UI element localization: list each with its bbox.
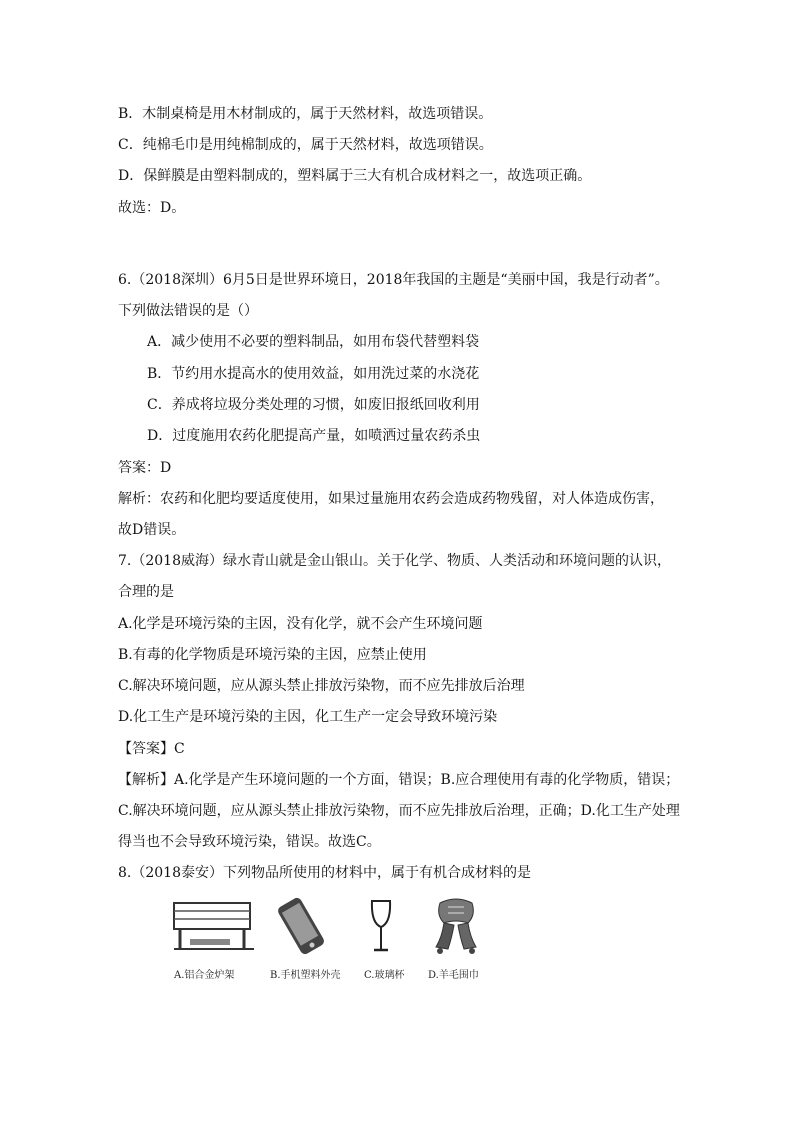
prev-option-b: B．木制桌椅是用木材制成的，属于天然材料，故选项错误。 <box>118 106 493 122</box>
figure-a-caption: A.铝合金炉架 <box>174 970 235 981</box>
q7-analysis-line-1: 【解析】A.化学是产生环境问题的一个方面，错误；B.应合理使用有毒的化学物质，错误； <box>118 772 680 788</box>
q6-option-a: A．减少使用不必要的塑料制品，如用布袋代替塑料袋 <box>147 334 480 350</box>
wine-glass-icon <box>366 893 396 959</box>
q7-stem-line-1: 7.（2018威海）绿水青山就是金山银山。关于化学、物质、人类活动和环境问题的认识， <box>118 553 671 569</box>
rack-icon <box>170 893 260 959</box>
q6-option-b: B．节约用水提高水的使用效益，如用洗过菜的水浇花 <box>147 366 480 382</box>
q8-stem: 8.（2018泰安）下列物品所使用的材料中，属于有机合成材料的是 <box>118 865 531 881</box>
figure-b <box>270 893 341 981</box>
phone-icon <box>276 893 326 959</box>
q6-analysis-line-1: 解析：农药和化肥均要适度使用，如果过量施用农药会造成药物残留，对人体造成伤害， <box>118 491 664 507</box>
prev-choice: 故选：D。 <box>118 200 186 216</box>
q6-stem-line-1: 6.（2018深圳）6月5日是世界环境日，2018年我国的主题是“美丽中国，我是行动者”。 <box>118 272 669 288</box>
figure-c-caption: C.玻璃杯 <box>364 970 405 981</box>
q6-analysis-line-2: 故D错误。 <box>118 522 186 538</box>
q6-option-d: D．过度施用农药化肥提高产量，如喷洒过量农药杀虫 <box>147 428 481 444</box>
prev-option-d: D．保鲜膜是由塑料制成的，塑料属于三大有机合成材料之一，故选项正确。 <box>118 168 592 184</box>
figure-c <box>364 893 405 981</box>
q7-option-b: B.有毒的化学物质是环境污染的主因，应禁止使用 <box>118 647 427 663</box>
q6-answer: 答案：D <box>118 460 172 476</box>
q7-stem-line-2: 合理的是 <box>118 584 174 600</box>
q7-option-c: C.解决环境问题，应从源头禁止排放污染物，而不应先排放后治理 <box>118 678 525 694</box>
scarf-icon <box>426 893 486 959</box>
q6-option-c: C．养成将垃圾分类处理的习惯，如废旧报纸回收利用 <box>147 397 480 413</box>
figure-d <box>426 893 486 981</box>
figure-a <box>170 893 260 981</box>
q7-option-a: A.化学是环境污染的主因，没有化学，就不会产生环境问题 <box>118 616 483 632</box>
prev-option-c: C．纯棉毛巾是用纯棉制成的，属于天然材料，故选项错误。 <box>118 137 493 153</box>
figure-d-caption: D.羊毛围巾 <box>428 970 479 981</box>
q8-figure-strip <box>170 893 510 985</box>
q7-analysis-line-3: 得当也不会导致环境污染，错误。故选C。 <box>118 834 381 850</box>
figure-b-caption: B.手机塑料外壳 <box>270 970 341 981</box>
q7-option-d: D.化工生产是环境污染的主因，化工生产一定会导致环境污染 <box>118 709 498 725</box>
q7-analysis-line-2: C.解决环境问题，应从源头禁止排放污染物，而不应先排放后治理，正确；D.化工生产处理 <box>118 803 680 819</box>
q7-answer: 【答案】C <box>118 741 185 757</box>
q6-stem-line-2: 下列做法错误的是（） <box>118 303 258 319</box>
